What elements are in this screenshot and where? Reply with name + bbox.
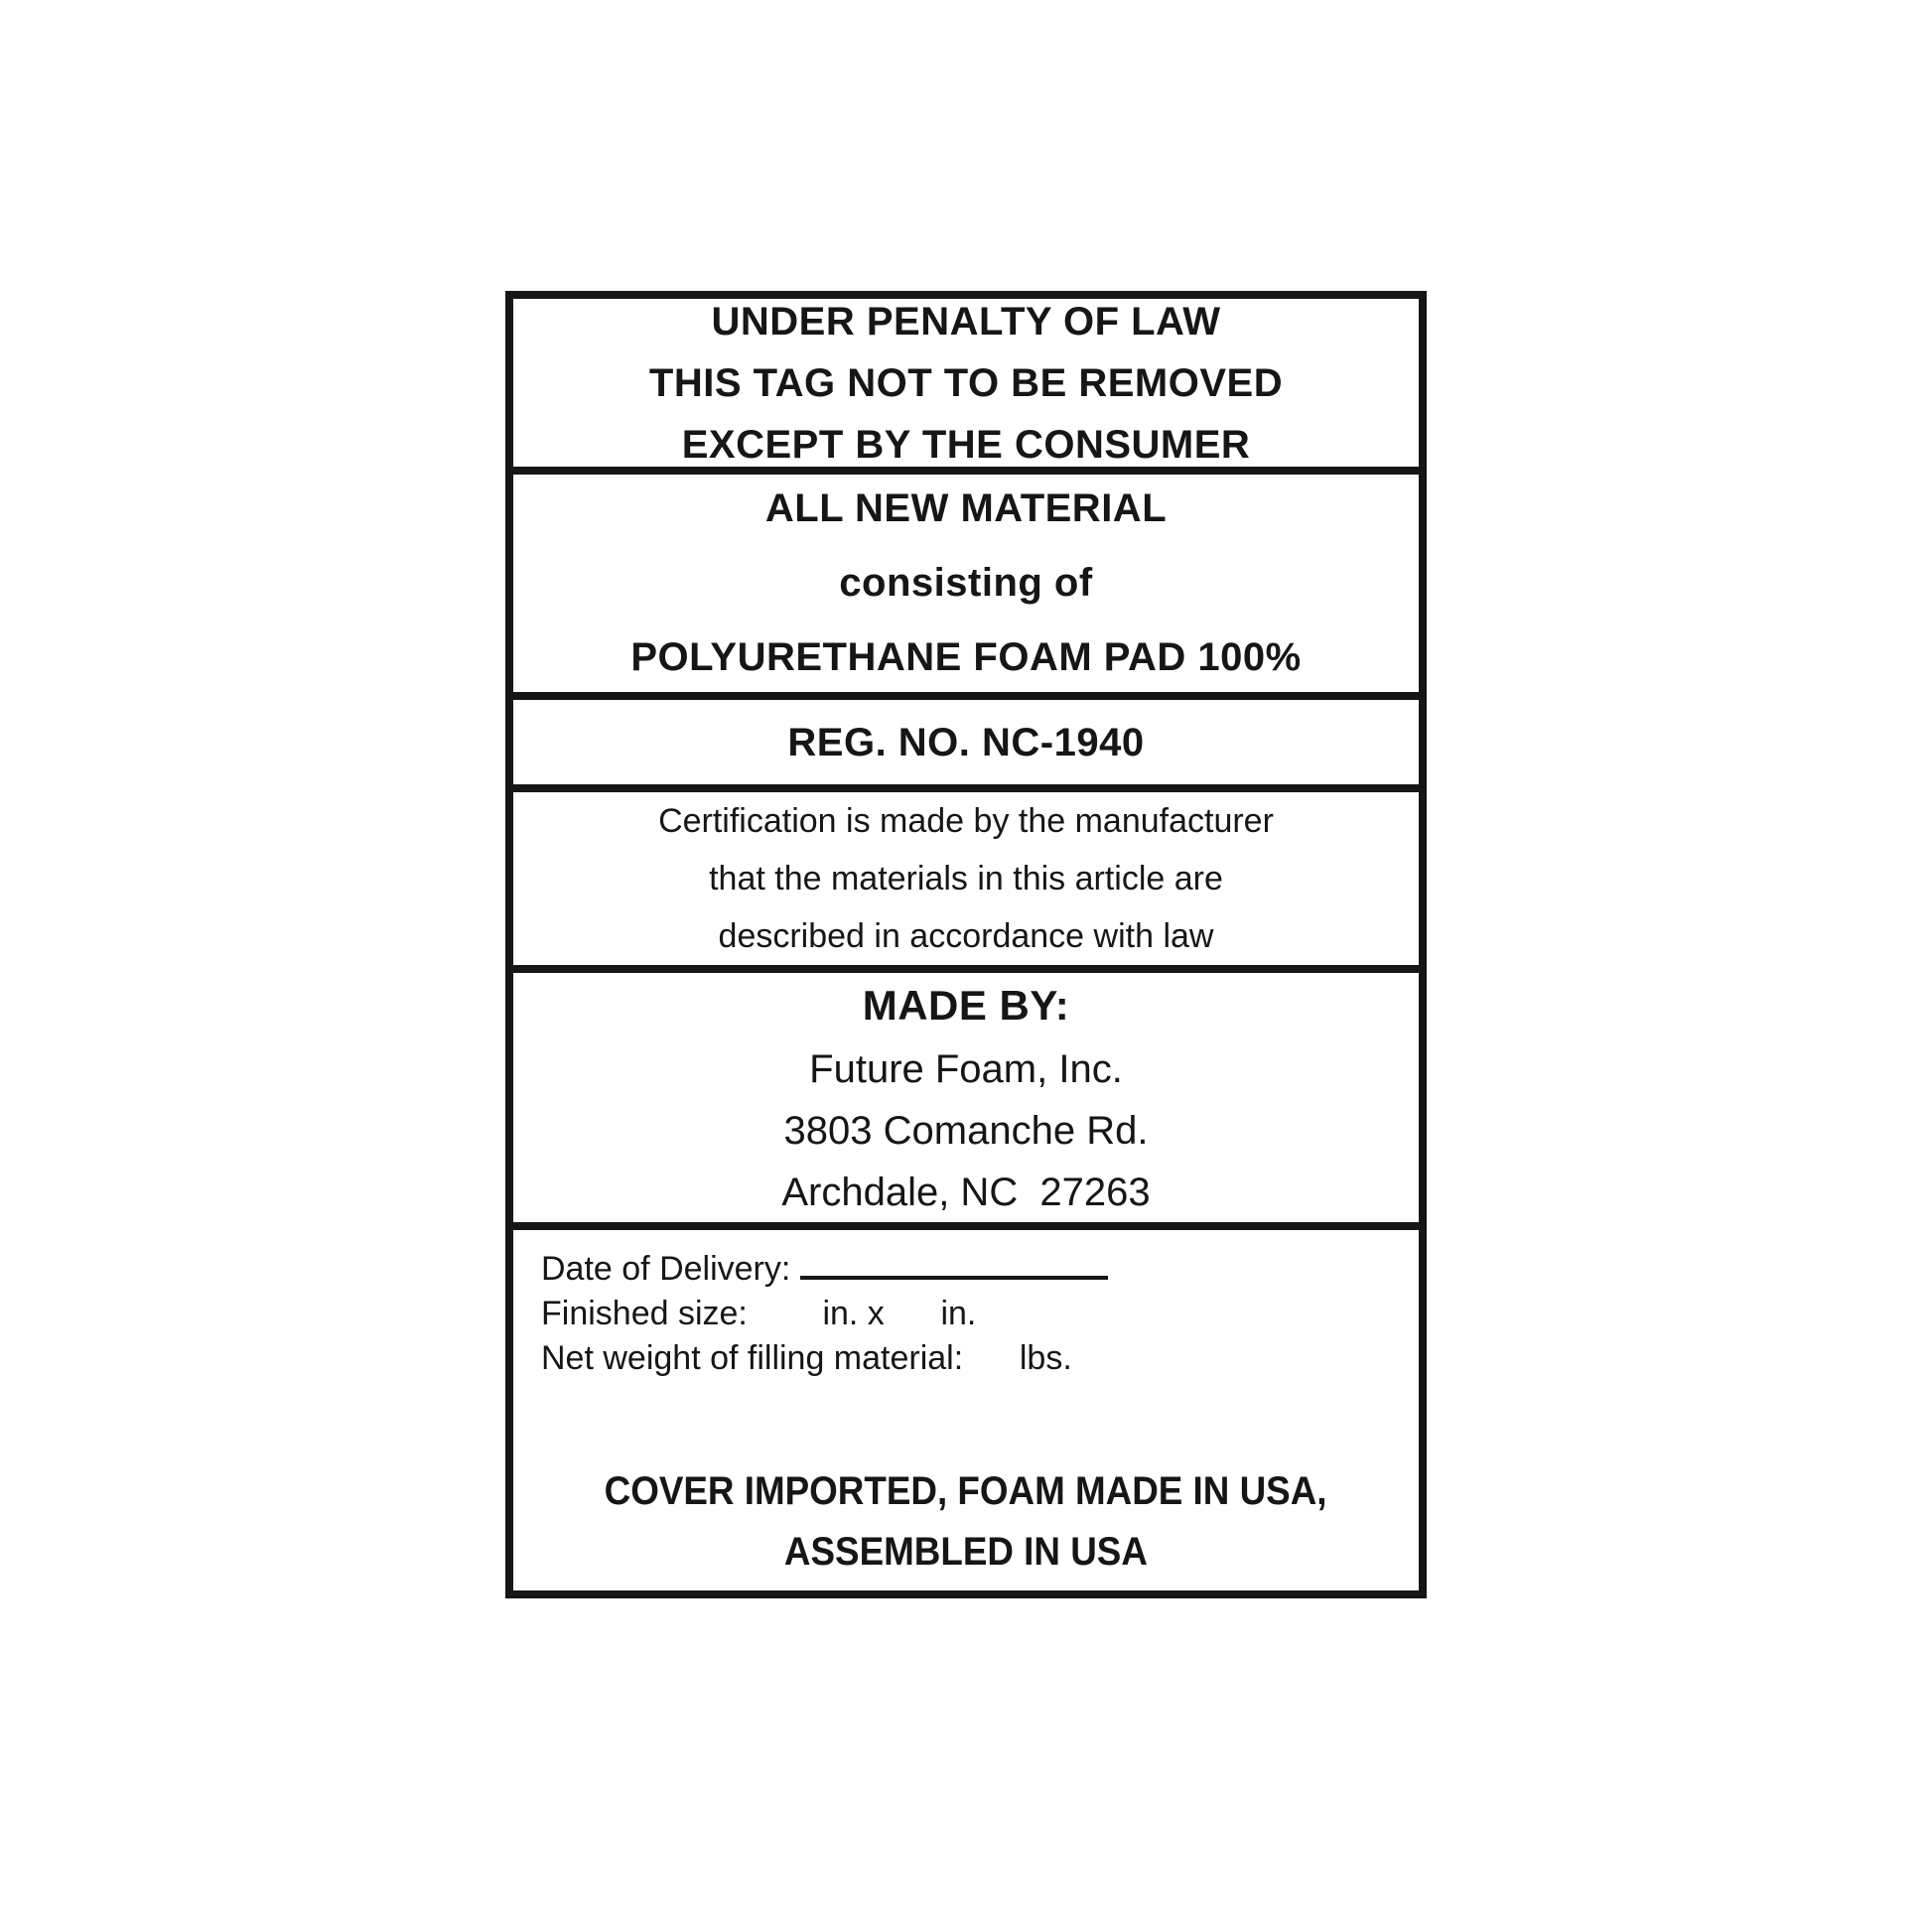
manufacturer-name: Future Foam, Inc. xyxy=(809,1046,1123,1091)
penalty-line-3: EXCEPT BY THE CONSUMER xyxy=(681,422,1251,467)
section-certification xyxy=(513,792,1419,973)
finished-size-line: Finished size: in. x in. xyxy=(541,1295,977,1332)
section-delivery-details xyxy=(513,1230,1419,1590)
material-line-1: ALL NEW MATERIAL xyxy=(764,486,1168,530)
manufacturer-city-state-zip: Archdale, NC 27263 xyxy=(781,1170,1151,1214)
penalty-line-2: THIS TAG NOT TO BE REMOVED xyxy=(648,360,1284,405)
section-penalty-notice xyxy=(513,299,1419,475)
penalty-line-1: UNDER PENALTY OF LAW xyxy=(711,299,1221,344)
origin-statement-line-2: ASSEMBLED IN USA xyxy=(784,1530,1148,1574)
material-line-3: POLYURETHANE FOAM PAD 100% xyxy=(630,635,1302,679)
manufacturer-street: 3803 Comanche Rd. xyxy=(783,1108,1149,1153)
date-of-delivery-label: Date of Delivery: xyxy=(541,1250,791,1288)
certification-line-1: Certification is made by the manufacturer xyxy=(658,802,1274,840)
made-by-heading: MADE BY: xyxy=(862,981,1070,1029)
registration-number: REG. NO. NC-1940 xyxy=(787,720,1145,764)
net-weight-line: Net weight of filling material: lbs. xyxy=(541,1339,1072,1377)
section-made-by xyxy=(513,973,1419,1230)
section-material-contents xyxy=(513,475,1419,700)
material-line-2: consisting of xyxy=(839,561,1093,605)
section-registration-number xyxy=(513,700,1419,792)
certification-line-3: described in accordance with law xyxy=(718,917,1214,955)
date-of-delivery-blank xyxy=(800,1246,1108,1280)
origin-statement-line-1: COVER IMPORTED, FOAM MADE IN USA, xyxy=(605,1469,1327,1513)
certification-line-2: that the materials in this article are xyxy=(709,860,1223,897)
date-of-delivery-line xyxy=(541,1246,1108,1292)
law-tag-label xyxy=(505,291,1427,1598)
